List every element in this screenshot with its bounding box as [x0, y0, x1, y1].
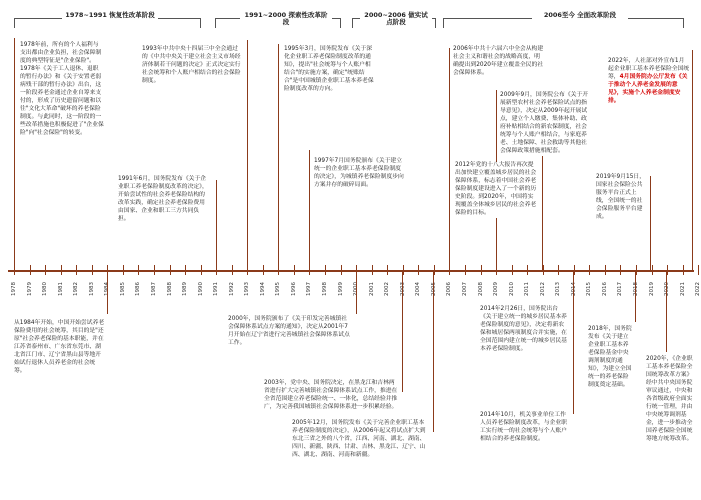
year-tick [154, 265, 155, 275]
phase-label-1: 1978~1991 恢复性改革阶段 [62, 12, 158, 19]
year-label: 1983 [88, 282, 95, 296]
event-2003: 2003年，党中央、国务院决定，在黑龙江和吉林两省进行扩大完善城镇社会保障体系试点工作，推进在全省范围建立养老保险统一、一体化，总结经验并推广，为完善我国城镇社会保障体系进一步积累经验。 [264, 380, 398, 410]
year-label: 2004 [415, 282, 422, 296]
year-label: 1992 [228, 282, 235, 296]
year-label: 2002 [384, 282, 391, 296]
year-label: 2010 [508, 282, 515, 296]
connector-2005 [433, 270, 434, 432]
year-label: 2003 [399, 282, 406, 296]
connector-1991 [216, 180, 217, 270]
connector-2003 [402, 270, 403, 392]
year-tick [698, 265, 699, 275]
phase-label-3: 2000~2006 做实试点阶段 [360, 12, 432, 27]
year-label: 2008 [477, 282, 484, 296]
connector-2018 [635, 270, 636, 322]
connector-2019 [650, 176, 651, 270]
phase-bracket-1-start [14, 18, 15, 28]
event-2018: 2018年，国务院发布《关于建立企业职工基本养老保险基金中央调剂制度的通知》，为建立全国统一的养老保险制度奠定基础。 [588, 326, 632, 388]
year-tick [45, 265, 46, 275]
event-1993: 1993年中共中央十四届三中全会通过的《中共中央关于建立社会主义市场经济体制若干问题的决定》正式决定实行社会统筹和个人账户相结合的社会保险制度。 [142, 46, 241, 84]
year-tick [512, 265, 513, 275]
connector-2012 [542, 150, 543, 270]
year-label: 2000 [353, 282, 360, 296]
year-label: 1986 [135, 282, 142, 296]
event-2000: 2000年，国务院颁布了《关于印发完善城镇社会保障体系试点方案的通知》，决定从2001年7月开始在辽宁省进行完善城镇社会保障体系试点工作。 [228, 316, 350, 346]
year-label: 1987 [150, 282, 157, 296]
event-2014-feb: 2014年2月26日，国务院出台《关于建立统一的城乡居民基本养老保险制度的意见》，决定将新农保和城居保两项制度合并实施，在全国范围内建立统一的城乡居民基本养老保险制度。 [480, 306, 567, 352]
year-tick [185, 265, 186, 275]
event-2005: 2005年12月，国务院发布《关于完善企业职工基本养老保险制度的决定》，从2006年起又将试点扩大到东北三省之外的八个省，江西、河南、湖北、湖南、四川、新疆、陕西、甘肃、吉林、黑龙江、辽宁、山西、湖北、湖南、河南和新疆。 [292, 420, 428, 460]
year-label: 2019 [648, 282, 655, 296]
phase-bracket-3-end [435, 18, 436, 28]
year-tick [123, 265, 124, 275]
phase-label-4: 2006至今 全面改革阶段 [532, 12, 628, 19]
connector-2006 [449, 48, 450, 270]
connector-2014 [573, 270, 574, 414]
connector-1995 [278, 44, 279, 270]
event-2014-oct: 2014年10月，机关事业单位工作人员养老保险制度改革，与企业职工实行统一的社会统筹与个人账户相结合的养老保险制度。 [480, 412, 567, 442]
year-label: 1996 [290, 282, 297, 296]
event-2009: 2009年9月，国务院公布《关于开展新型农村社会养老保险试点的指导意见》，决定从2009年起开展试点，建立个人缴费、集体补助、政府补贴相结合的新农保制度，社会统筹与个人账户相结合，与家庭养老、土地保障、社会救助等其他社会保障政策措施相配套。 [500, 92, 592, 156]
year-label: 2005 [430, 282, 437, 296]
connector-1997 [309, 150, 310, 270]
year-label: 1979 [26, 282, 33, 296]
year-label: 2011 [524, 282, 531, 296]
year-label: 2022 [695, 282, 701, 296]
year-tick [667, 265, 668, 275]
event-2019: 2019年9月15日，国家社会保险公共服务平台正式上线，全国统一的社会保险服务平台建成。 [596, 174, 646, 220]
year-label: 1999 [337, 282, 344, 296]
phase-bracket-4-end [683, 18, 684, 28]
year-tick [61, 265, 62, 275]
timeline-axis [8, 270, 694, 272]
year-label: 1982 [73, 282, 80, 296]
year-tick [527, 265, 528, 275]
event-2022 [608, 58, 690, 106]
year-label: 2017 [617, 282, 624, 296]
year-label: 1984 [104, 282, 111, 296]
event-1978: 1978年前，所有的个人福利与支出都由企业负担，社会保障制度的典型特征是"企业保险"。1978年《关于工人退休、退职的暂行办法》和《关于安置老弱病残干部的暂行办法》出台，这一阶段养老金通过企业自筹来支付的，形成了历史遗留问题和以往"文化大革命"破坏的养老保险制度。与此同时，这一阶段的一些改革措施也积极促进了"企业保险"向"社会保险"的转变。 [20, 42, 104, 136]
event-1984: 从1984年开始，中国开始尝试养老保险费用的社会统筹，其目的是"还原"社会养老保险的基本职能，并在江苏省泰州市、广东省东莞市、湖北省江门市、辽宁省黑山县等地开始试行退休人员养老金的社会统筹。 [14, 320, 105, 374]
connector-1984 [107, 270, 108, 314]
year-tick [92, 265, 93, 275]
year-label: 1989 [182, 282, 189, 296]
year-label: 1993 [244, 282, 251, 296]
year-label: 2014 [570, 282, 577, 296]
year-label: 2006 [446, 282, 453, 296]
connector-1993 [247, 40, 248, 270]
phase-bracket-4-start [443, 18, 444, 28]
year-tick [481, 265, 482, 275]
year-tick [620, 265, 621, 275]
year-tick [170, 265, 171, 275]
event-2022-highlight: 4月国务院办公厅发布《关于推动个人养老金发展的意见》，实施个人养老金制度安排。 [608, 73, 688, 104]
event-1991: 1991年6月，国务院发布《关于企业职工养老保险制度改革的决定》，开始尝试性的社会养老保险结构的改革实践，确定社会养老保险费用由国家、企业和职工三方共同负担。 [118, 176, 210, 224]
year-tick [201, 265, 202, 275]
event-2022-text: 2022年，人社部对外宣布1月起企业职工基本养老保险全国统筹， [608, 58, 690, 80]
year-label: 2020 [664, 282, 671, 296]
event-2020: 2020年，《企业职工基本养老保险全国统筹改革方案》经中共中央国务院审议通过，中央和各省级政府全面实行统一管理，并由中央统筹调剂基金，进一步推动全国养老保险全国统筹地方统筹改革。 [646, 356, 693, 442]
phase-bracket-2-end [340, 18, 341, 28]
year-label: 1978 [11, 282, 17, 296]
year-tick [294, 265, 295, 275]
event-2012: 2012年党的十八大报告再次提出加快建立覆盖城乡居民的社会保障体系，标志着中国社会养老保险制度建设进入了一个新的历史阶段。到2020年，中国将实现覆盖全体城乡居民的社会养老保险的目标。 [455, 162, 539, 218]
year-label: 1994 [259, 282, 266, 296]
year-tick [372, 265, 373, 275]
year-tick [605, 265, 606, 275]
year-tick [589, 265, 590, 275]
phase-bracket-2-start [215, 18, 216, 28]
year-label: 2012 [539, 282, 546, 296]
year-tick [636, 265, 637, 275]
year-label: 2021 [679, 282, 686, 296]
year-label: 2016 [601, 282, 608, 296]
year-tick [263, 265, 264, 275]
year-label: 1981 [57, 282, 64, 296]
connector-2000 [356, 270, 357, 314]
phase-label-2: 1991~2000 探索性改革阶段 [240, 12, 332, 27]
event-1995: 1995年3月，国务院发布《关于深化企业职工养老保险制度改革的通知》，提出"社会统筹与个人账户相结合"的实施方案，确定"统账结合"是中国城镇企业职工基本养老保险制度改革的方向。 [284, 46, 376, 94]
year-tick [30, 265, 31, 275]
year-label: 1995 [275, 282, 282, 296]
year-tick [683, 265, 684, 275]
year-tick [76, 265, 77, 275]
year-label: 2001 [368, 282, 375, 296]
year-label: 2018 [633, 282, 639, 296]
event-1997: 1997年7月国务院颁布《关于建立统一的企业职工基本养老保险制度的决定》，为城镇养老保险制度步向方案并存的破碎局面。 [314, 158, 404, 188]
year-label: 1980 [42, 282, 49, 296]
connector-2022 [692, 50, 693, 270]
year-tick [652, 265, 653, 275]
year-label: 2015 [586, 282, 593, 296]
year-label: 1998 [322, 282, 328, 296]
year-label: 1991 [213, 282, 220, 296]
year-tick [387, 265, 388, 275]
year-tick [418, 265, 419, 275]
year-tick [558, 265, 559, 275]
year-label: 1997 [306, 282, 313, 296]
year-tick [325, 265, 326, 275]
year-tick [138, 265, 139, 275]
year-label: 2007 [461, 282, 468, 296]
phase-bracket-3-start [352, 18, 353, 28]
year-label: 1990 [197, 282, 204, 296]
year-label: 2013 [555, 282, 562, 296]
connector-2020 [666, 270, 667, 352]
year-label: 2009 [493, 282, 500, 296]
year-tick [465, 265, 466, 275]
year-label: 1988 [166, 282, 173, 296]
event-2006: 2006年中共十六届六中全会从构建社会主义和谐社会的战略高度，明确提出到2020年建立覆盖全民的社会保障体系。 [453, 46, 544, 76]
year-tick [232, 265, 233, 275]
year-label: 1985 [119, 282, 126, 296]
connector-1978 [14, 38, 15, 270]
phase-bracket-1-end [200, 18, 201, 28]
year-tick [341, 265, 342, 275]
